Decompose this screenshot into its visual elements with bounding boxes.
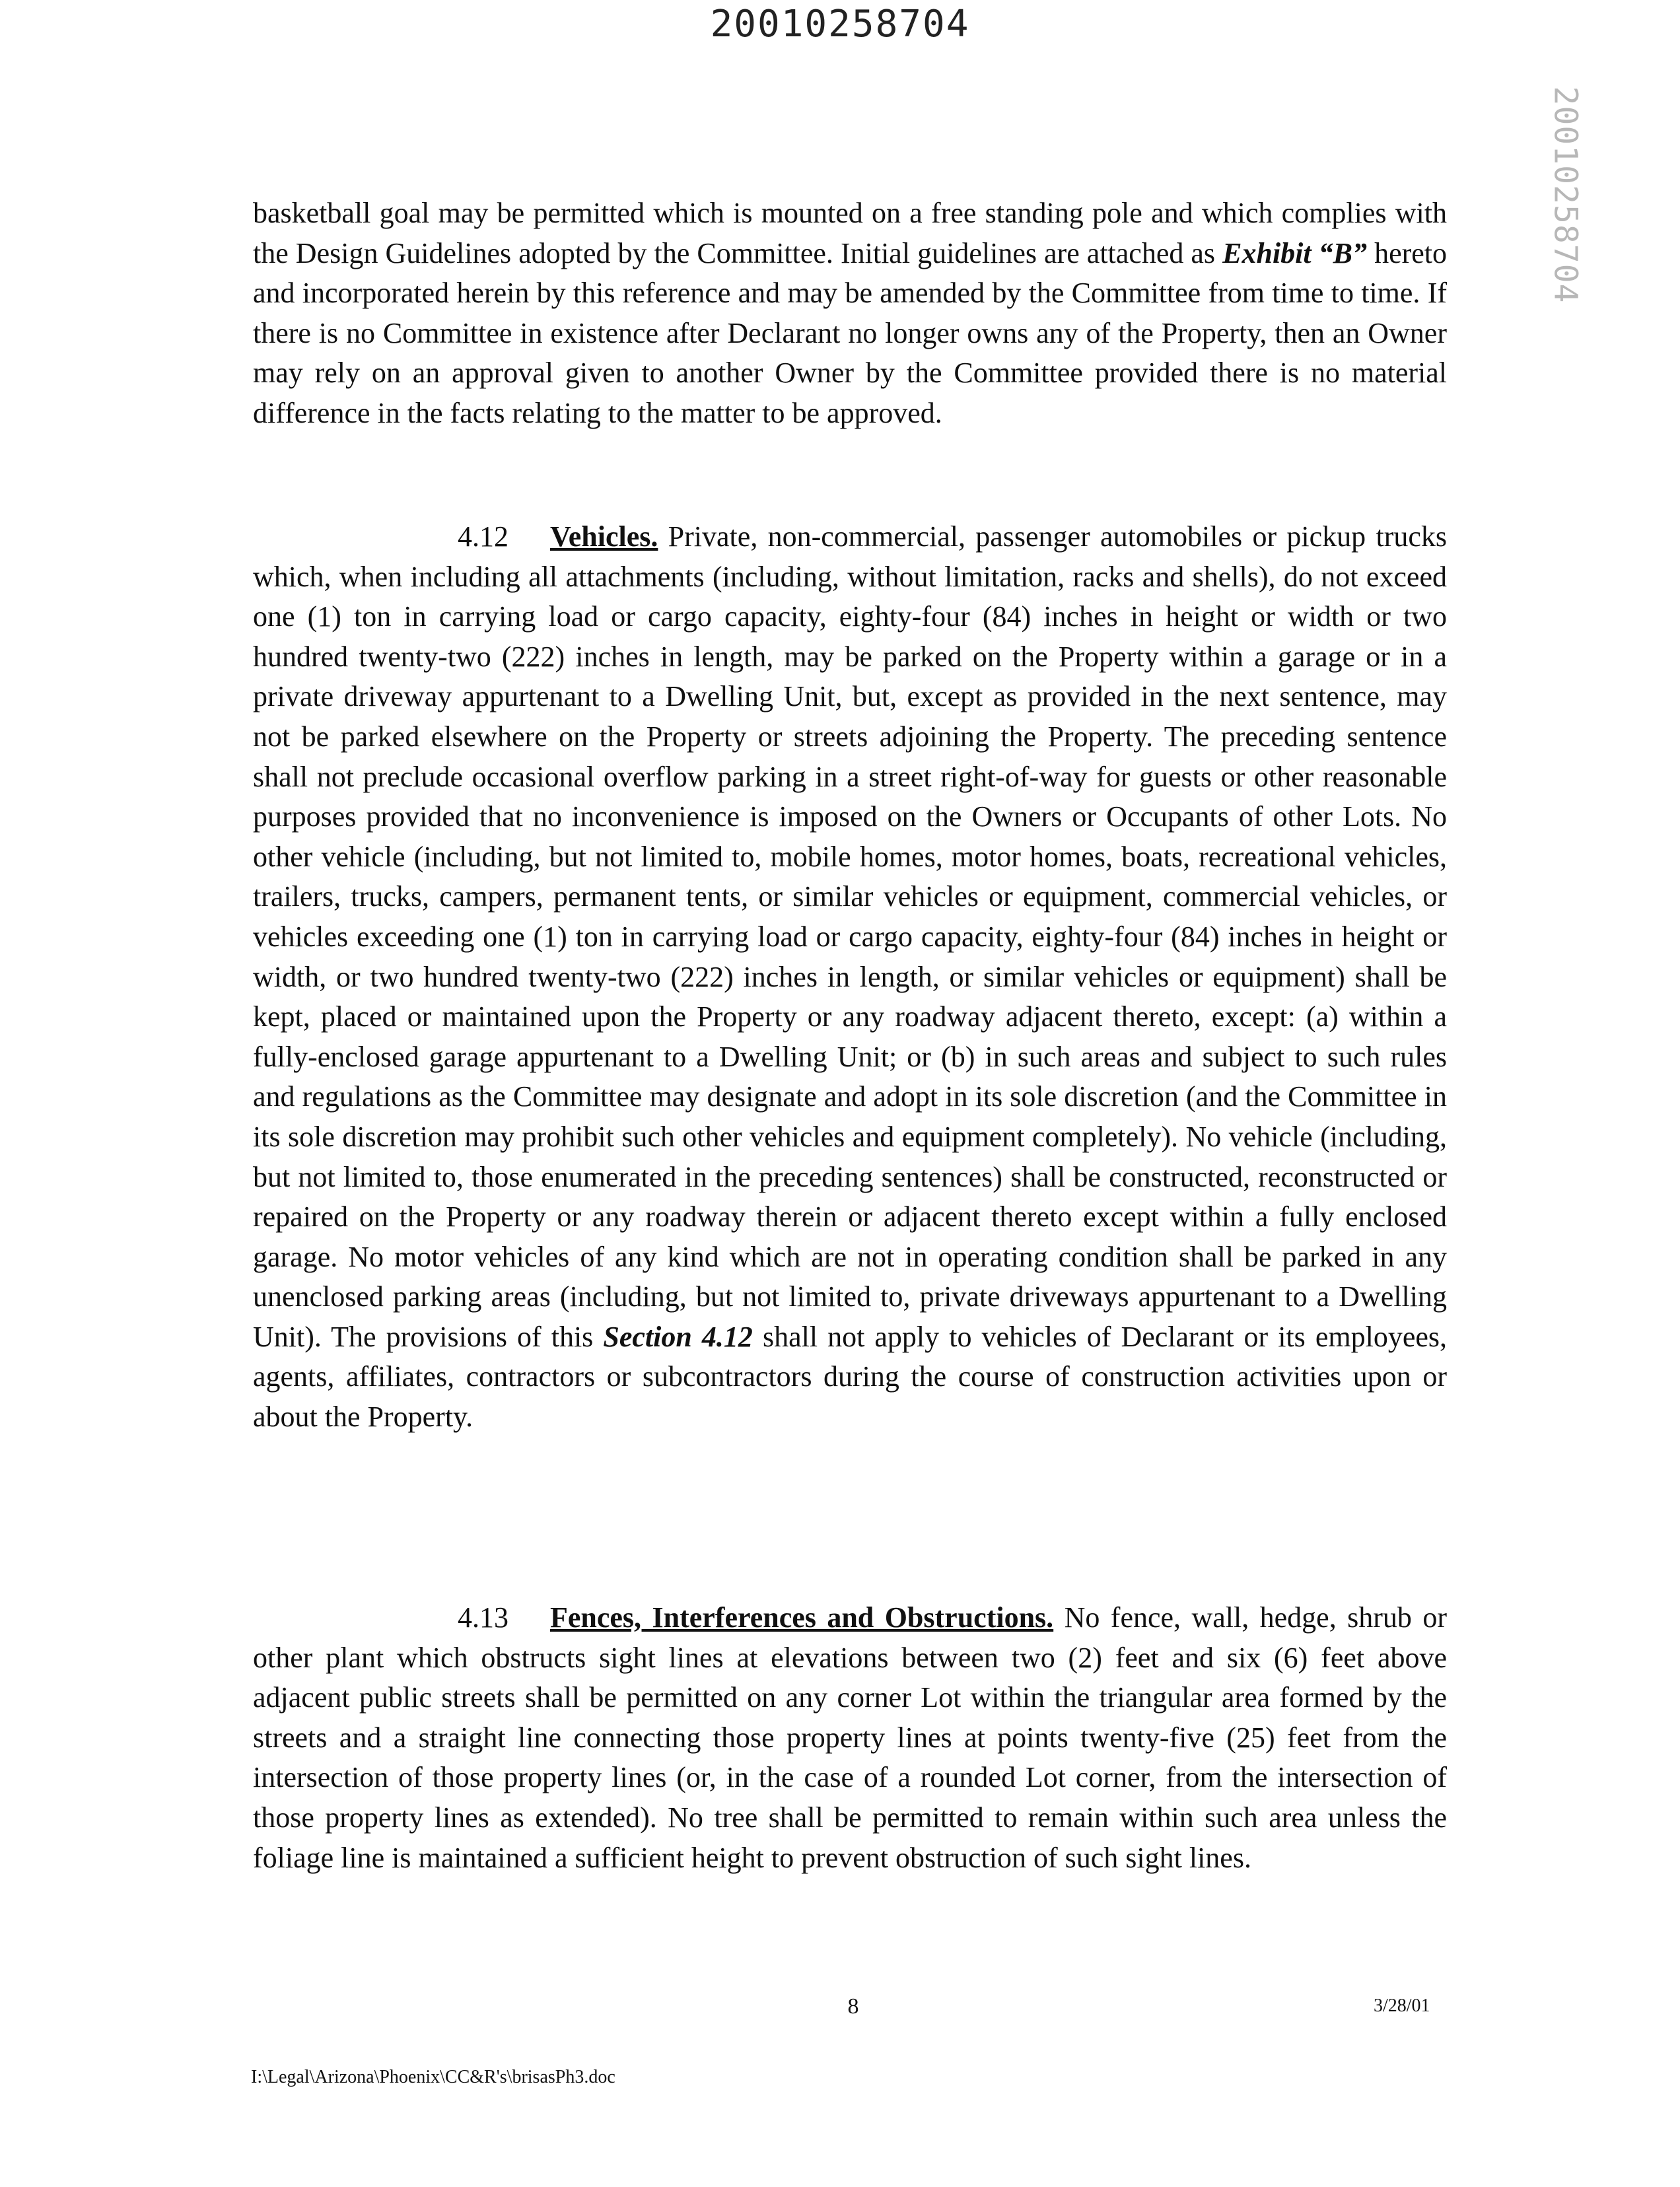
page-number: 8	[847, 1994, 859, 2019]
paragraph-text: basketball goal may be permitted which is mounted on a free standing pole and which complies with the Design Guidelines adopted by the Committee. Initial guidelines are attached as	[253, 197, 1447, 269]
section-number: 4.12	[458, 520, 508, 553]
file-path: I:\Legal\Arizona\Phoenix\CC&R's\brisasPh3.doc	[251, 2067, 615, 2087]
paragraph-guidelines	[253, 193, 1447, 434]
exhibit-reference: Exhibit “B”	[1222, 236, 1368, 269]
section-vehicles	[253, 517, 1447, 1438]
section-heading: Vehicles.	[550, 520, 658, 553]
section-body: No fence, wall, hedge, shrub or other plant which obstructs sight lines at elevations between two (2) feet and six (6) feet above adjacent public streets shall be permitted on any corner Lot within the triangular area formed by the streets and a straight line connecting those property lines at points twenty-five (25) feet from the intersection of those property lines (or, in the case of a rounded Lot corner, from the intersection of those property lines as extended). No tree shall be permitted to remain within such area unless the foliage line is maintained a sufficient height to prevent obstruction of such sight lines.	[253, 1601, 1448, 1874]
section-reference: Section 4.12	[603, 1320, 753, 1353]
document-date: 3/28/01	[1374, 1996, 1430, 2016]
section-fences	[253, 1598, 1447, 1878]
section-heading: Fences, Interferences and Obstructions.	[550, 1601, 1054, 1634]
side-stamp	[1519, 86, 1611, 304]
section-body: shall not apply to vehicles of Declarant or its employees, agents, affiliates, contractors or subcontractors during the course of construction activities upon or about the Property.	[253, 1320, 1448, 1434]
paragraph-text: hereto and incorporated herein by this reference and may be amended by the Committee from time to time. If there is no Committee in existence after Declarant no longer owns any of the Property, then an Owner may rely on an approval given to another Owner by the Committee provided there is no material difference in the facts relating to the matter to be approved.	[253, 236, 1448, 429]
document-number: 20010258704	[710, 3, 970, 46]
side-stamp-text: 20010258704	[1547, 86, 1584, 304]
section-body: Private, non-commercial, passenger automobiles or pickup trucks which, when including all attachments (including, without limitation, racks and shells), do not exceed one (1) ton in carrying load or cargo capacity, eighty-four (84) inches in height or width or two hundred twenty-two (222) inches in length, may be parked on the Property within a garage or in a private driveway appurtenant to a Dwelling Unit, but, except as provided in the next sentence, may not be parked elsewhere on the Property or streets adjoining the Property. The preceding sentence shall not preclude occasional overflow parking in a street right-of-way for guests or other reasonable purposes provided that no inconvenience is imposed on the Owners or Occupants of other Lots. No other vehicle (including, but not limited to, mobile homes, motor homes, boats, recreational vehicles, trailers, trucks, campers, permanent tents, or similar vehicles or equipment, commercial vehicles, or vehicles exceeding one (1) ton in carrying load or cargo capacity, eighty-four (84) inches in height or width, or two hundred twenty-two (222) inches in length, or similar vehicles or equipment) shall be kept, placed or maintained upon the Property or any roadway adjacent thereto, except: (a) within a fully-enclosed garage appurtenant to a Dwelling Unit; or (b) in such areas and subject to such rules and regulations as the Committee may designate and adopt in its sole discretion (and the Committee in its sole discretion may prohibit such other vehicles and equipment completely). No vehicle (including, but not limited to, those enumerated in the preceding sentences) shall be constructed, reconstructed or repaired on the Property or any roadway therein or adjacent thereto except within a fully enclosed garage. No motor vehicles of any kind which are not in operating condition shall be parked in any unenclosed parking areas (including, but not limited to, private driveways appurtenant to a Dwelling Unit). The provisions of this	[253, 520, 1447, 1353]
section-number: 4.13	[458, 1601, 508, 1634]
